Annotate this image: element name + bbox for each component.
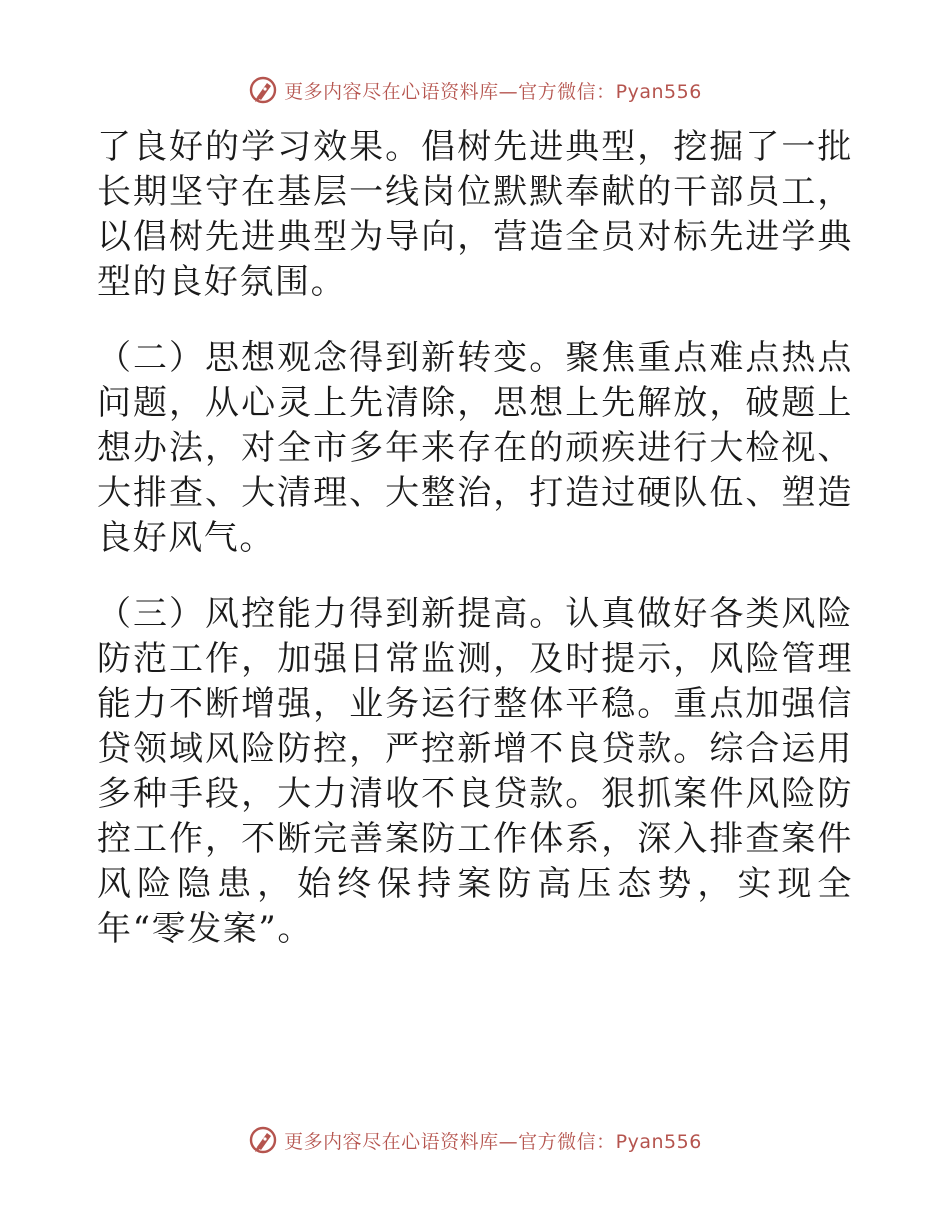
- document-body: [97, 125, 853, 952]
- paragraph-2: （二）思想观念得到新转变。聚焦重点难点热点问题，从心灵上先清除，思想上先解放，破题上想办法，对全市多年来存在的顽疾进行大检视、大排查、大清理、大整治，打造过硬队伍、塑造良好风气。: [97, 338, 853, 558]
- paragraph-3: （三）风控能力得到新提高。认真做好各类风险防范工作，加强日常监测，及时提示，风险管理能力不断增强，业务运行整体平稳。重点加强信贷领域风险防控，严控新增不良贷款。综合运用多种手段，大力清收不良贷款。狠抓案件风险防控工作，不断完善案防工作体系，深入排查案件风险隐患，始终保持案防高压态势，实现全年“零发案”。: [97, 594, 853, 949]
- pen-nib-logo-icon: [248, 1125, 278, 1155]
- pen-nib-logo-icon: [248, 75, 278, 105]
- header-banner-text: 更多内容尽在心语资料库—官方微信：Pyan556: [284, 80, 702, 103]
- paragraph-1: 了良好的学习效果。倡树先进典型，挖掘了一批长期坚守在基层一线岗位默默奉献的干部员工，以倡树先进典型为导向，营造全员对标先进学典型的良好氛围。: [97, 127, 853, 302]
- header-banner: [0, 70, 950, 110]
- footer-banner: [0, 1120, 950, 1160]
- footer-banner-text: 更多内容尽在心语资料库—官方微信：Pyan556: [284, 1130, 702, 1153]
